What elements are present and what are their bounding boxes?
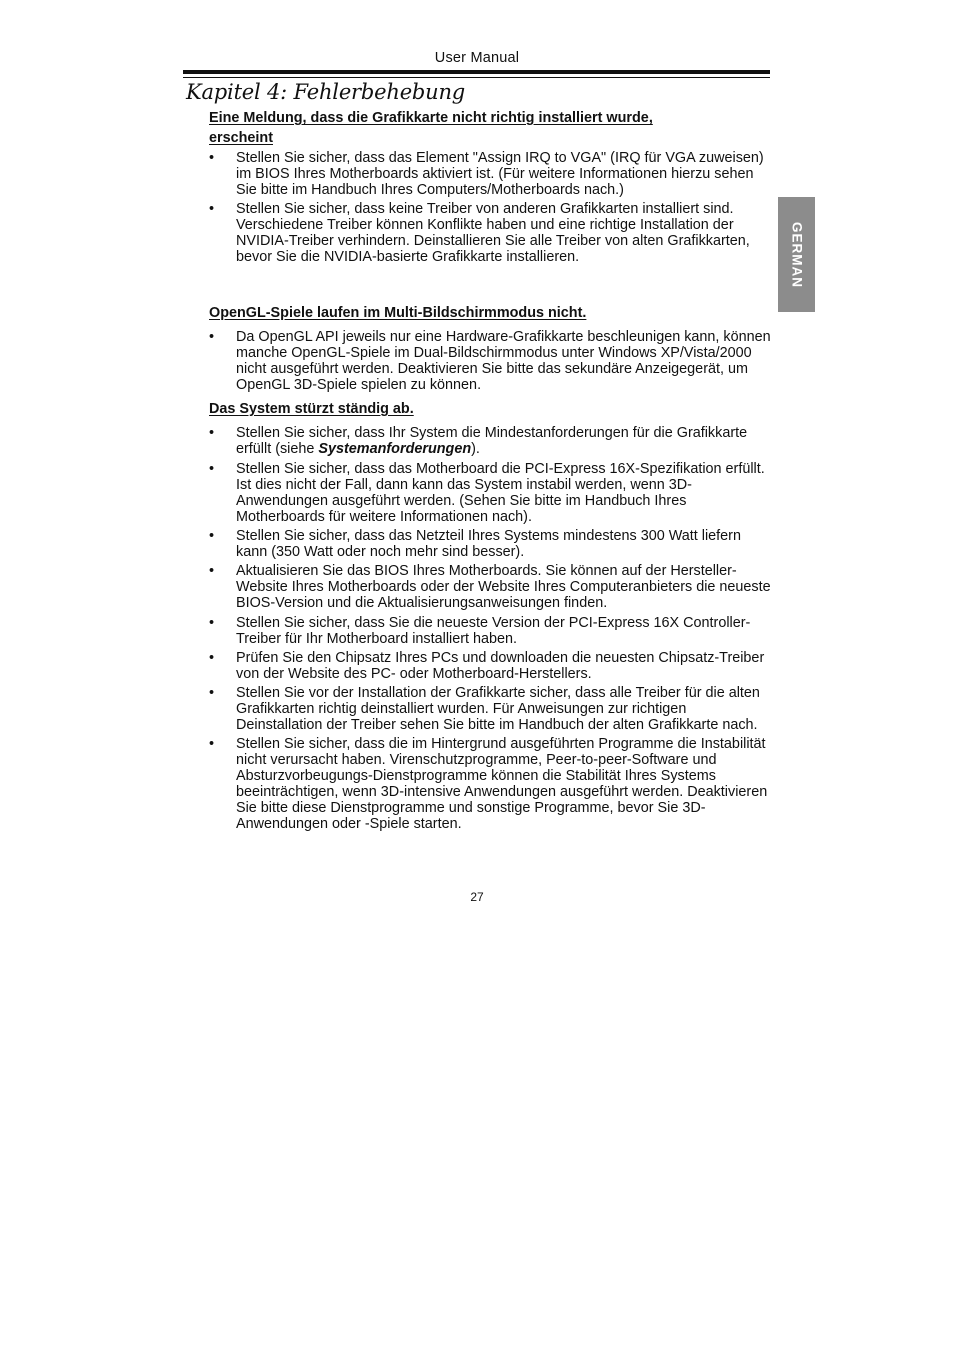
list-item	[209, 736, 774, 832]
language-side-tab	[778, 197, 815, 312]
page-number: 27	[470, 890, 484, 904]
list-item	[209, 329, 774, 393]
list-item-text: Stellen Sie sicher, dass das Motherboard die PCI-Express 16X-Spezifikation erfüllt. Ist dies nicht der Fall, dann kann das System instabil werden, wenn 3D-Anwendungen ausgeführt werden. (Sehen Sie bitte im Handbuch Ihres Motherboards für weitere Informationen nach).	[236, 461, 765, 525]
list-item	[209, 528, 774, 560]
list-item-text: Stellen Sie sicher, dass das Netzteil Ihres Systems mindestens 300 Watt liefern kann (350 Watt oder noch mehr sind besser).	[236, 528, 741, 560]
chapter-title: Kapitel 4: Fehlerbehebung	[186, 80, 466, 104]
list-item	[209, 201, 774, 265]
list-item	[209, 685, 774, 733]
list-item	[209, 150, 774, 198]
list-item-text: Stellen Sie sicher, dass Sie die neueste Version der PCI-Express 16X Controller-Treiber für Ihr Motherboard installiert haben.	[236, 615, 751, 647]
list-item-text: Stellen Sie sicher, dass keine Treiber von anderen Grafikkarten installiert sind. Verschiedene Treiber können Konflikte haben und eine richtige Installation der NVIDIA-Treiber verhindern. Deinstallieren Sie alle Treiber von alten Grafikkarten, bevor Sie die NVIDIA-basierte Grafikkarte installieren.	[236, 201, 750, 265]
header-rule-thick	[183, 70, 770, 74]
bullet-list-opengl-games	[209, 329, 774, 393]
list-item-text: Stellen Sie sicher, dass das Element "Assign IRQ to VGA" (IRQ für VGA zuweisen) im BIOS Ihres Motherboards aktiviert ist. (Für weitere Informationen hierzu sehen Sie bitte im Handbuch Ihres Computers/Motherboards nach.)	[236, 150, 764, 198]
language-side-tab-label: GERMAN	[789, 221, 804, 288]
list-item-text: Stellen Sie sicher, dass Ihr System die Mindestanforderungen für die Grafikkarte erfüllt (siehe	[236, 425, 748, 457]
list-item	[209, 563, 774, 611]
section-heading-line: erscheint	[209, 130, 273, 146]
section-heading-system-crashes: Das System stürzt ständig ab.	[209, 401, 414, 417]
list-item-text: Da OpenGL API jeweils nur eine Hardware-Grafikkarte beschleunigen kann, können manche OpenGL-Spiele im Dual-Bildschirmmodus unter Windows XP/Vista/2000 nicht ausgeführt werden. Deaktivieren Sie bitte das sekundäre Anzeigegerät, um OpenGL 3D-Spiele spielen zu können.	[236, 329, 771, 393]
list-item-text: Prüfen Sie den Chipsatz Ihres PCs und downloaden die neuesten Chipsatz-Treiber von der Website des PC- oder Motherboard-Herstellers.	[236, 650, 765, 682]
list-item-text: Stellen Sie vor der Installation der Grafikkarte sicher, dass alle Treiber für die alten Grafikkarten richtig deinstalliert wurden. Für Anweisungen zur richtigen Deinstallation der Treiber sehen Sie bitte im Handbuch der alten Grafikkarte nach.	[236, 685, 760, 733]
list-item-text: ).	[471, 441, 480, 457]
section-heading-line: Eine Meldung, dass die Grafikkarte nicht richtig installiert wurde,	[209, 110, 653, 126]
list-item	[209, 425, 774, 457]
section-heading-graphics-card-message	[209, 108, 653, 148]
section-heading-opengl-games: OpenGL-Spiele laufen im Multi-Bildschirmmodus nicht.	[209, 305, 587, 321]
header-rule-thin	[183, 77, 770, 78]
list-item-text: Stellen Sie sicher, dass die im Hintergrund ausgeführten Programme die Instabilität nicht verursacht haben. Virenschutzprogramme, Peer-to-peer-Software und Absturzvorbeugungs-Dienstprogramme können die Stabilität Ihres Systems beeinträchtigen, wenn 3D-intensive Anwendungen ausgeführt werden. Deaktivieren Sie bitte diese Dienstprogramme und sonstige Programme, bevor Sie 3D-Anwendungen oder -Spiele starten.	[236, 736, 768, 832]
bullet-list-system-crashes	[209, 425, 774, 832]
list-item	[209, 650, 774, 682]
list-item	[209, 615, 774, 647]
list-item-text: Aktualisieren Sie das BIOS Ihres Motherboards. Sie können auf der Hersteller-Website Ihres Motherboards oder der Website Ihres Computeranbieters die neueste BIOS-Version und die Aktualisierungsanweisungen finden.	[236, 563, 771, 611]
page-header-title: User Manual	[434, 50, 520, 66]
system-requirements-reference: Systemanforderungen	[318, 441, 472, 457]
bullet-list-graphics-card-message	[209, 150, 774, 265]
list-item	[209, 461, 774, 525]
